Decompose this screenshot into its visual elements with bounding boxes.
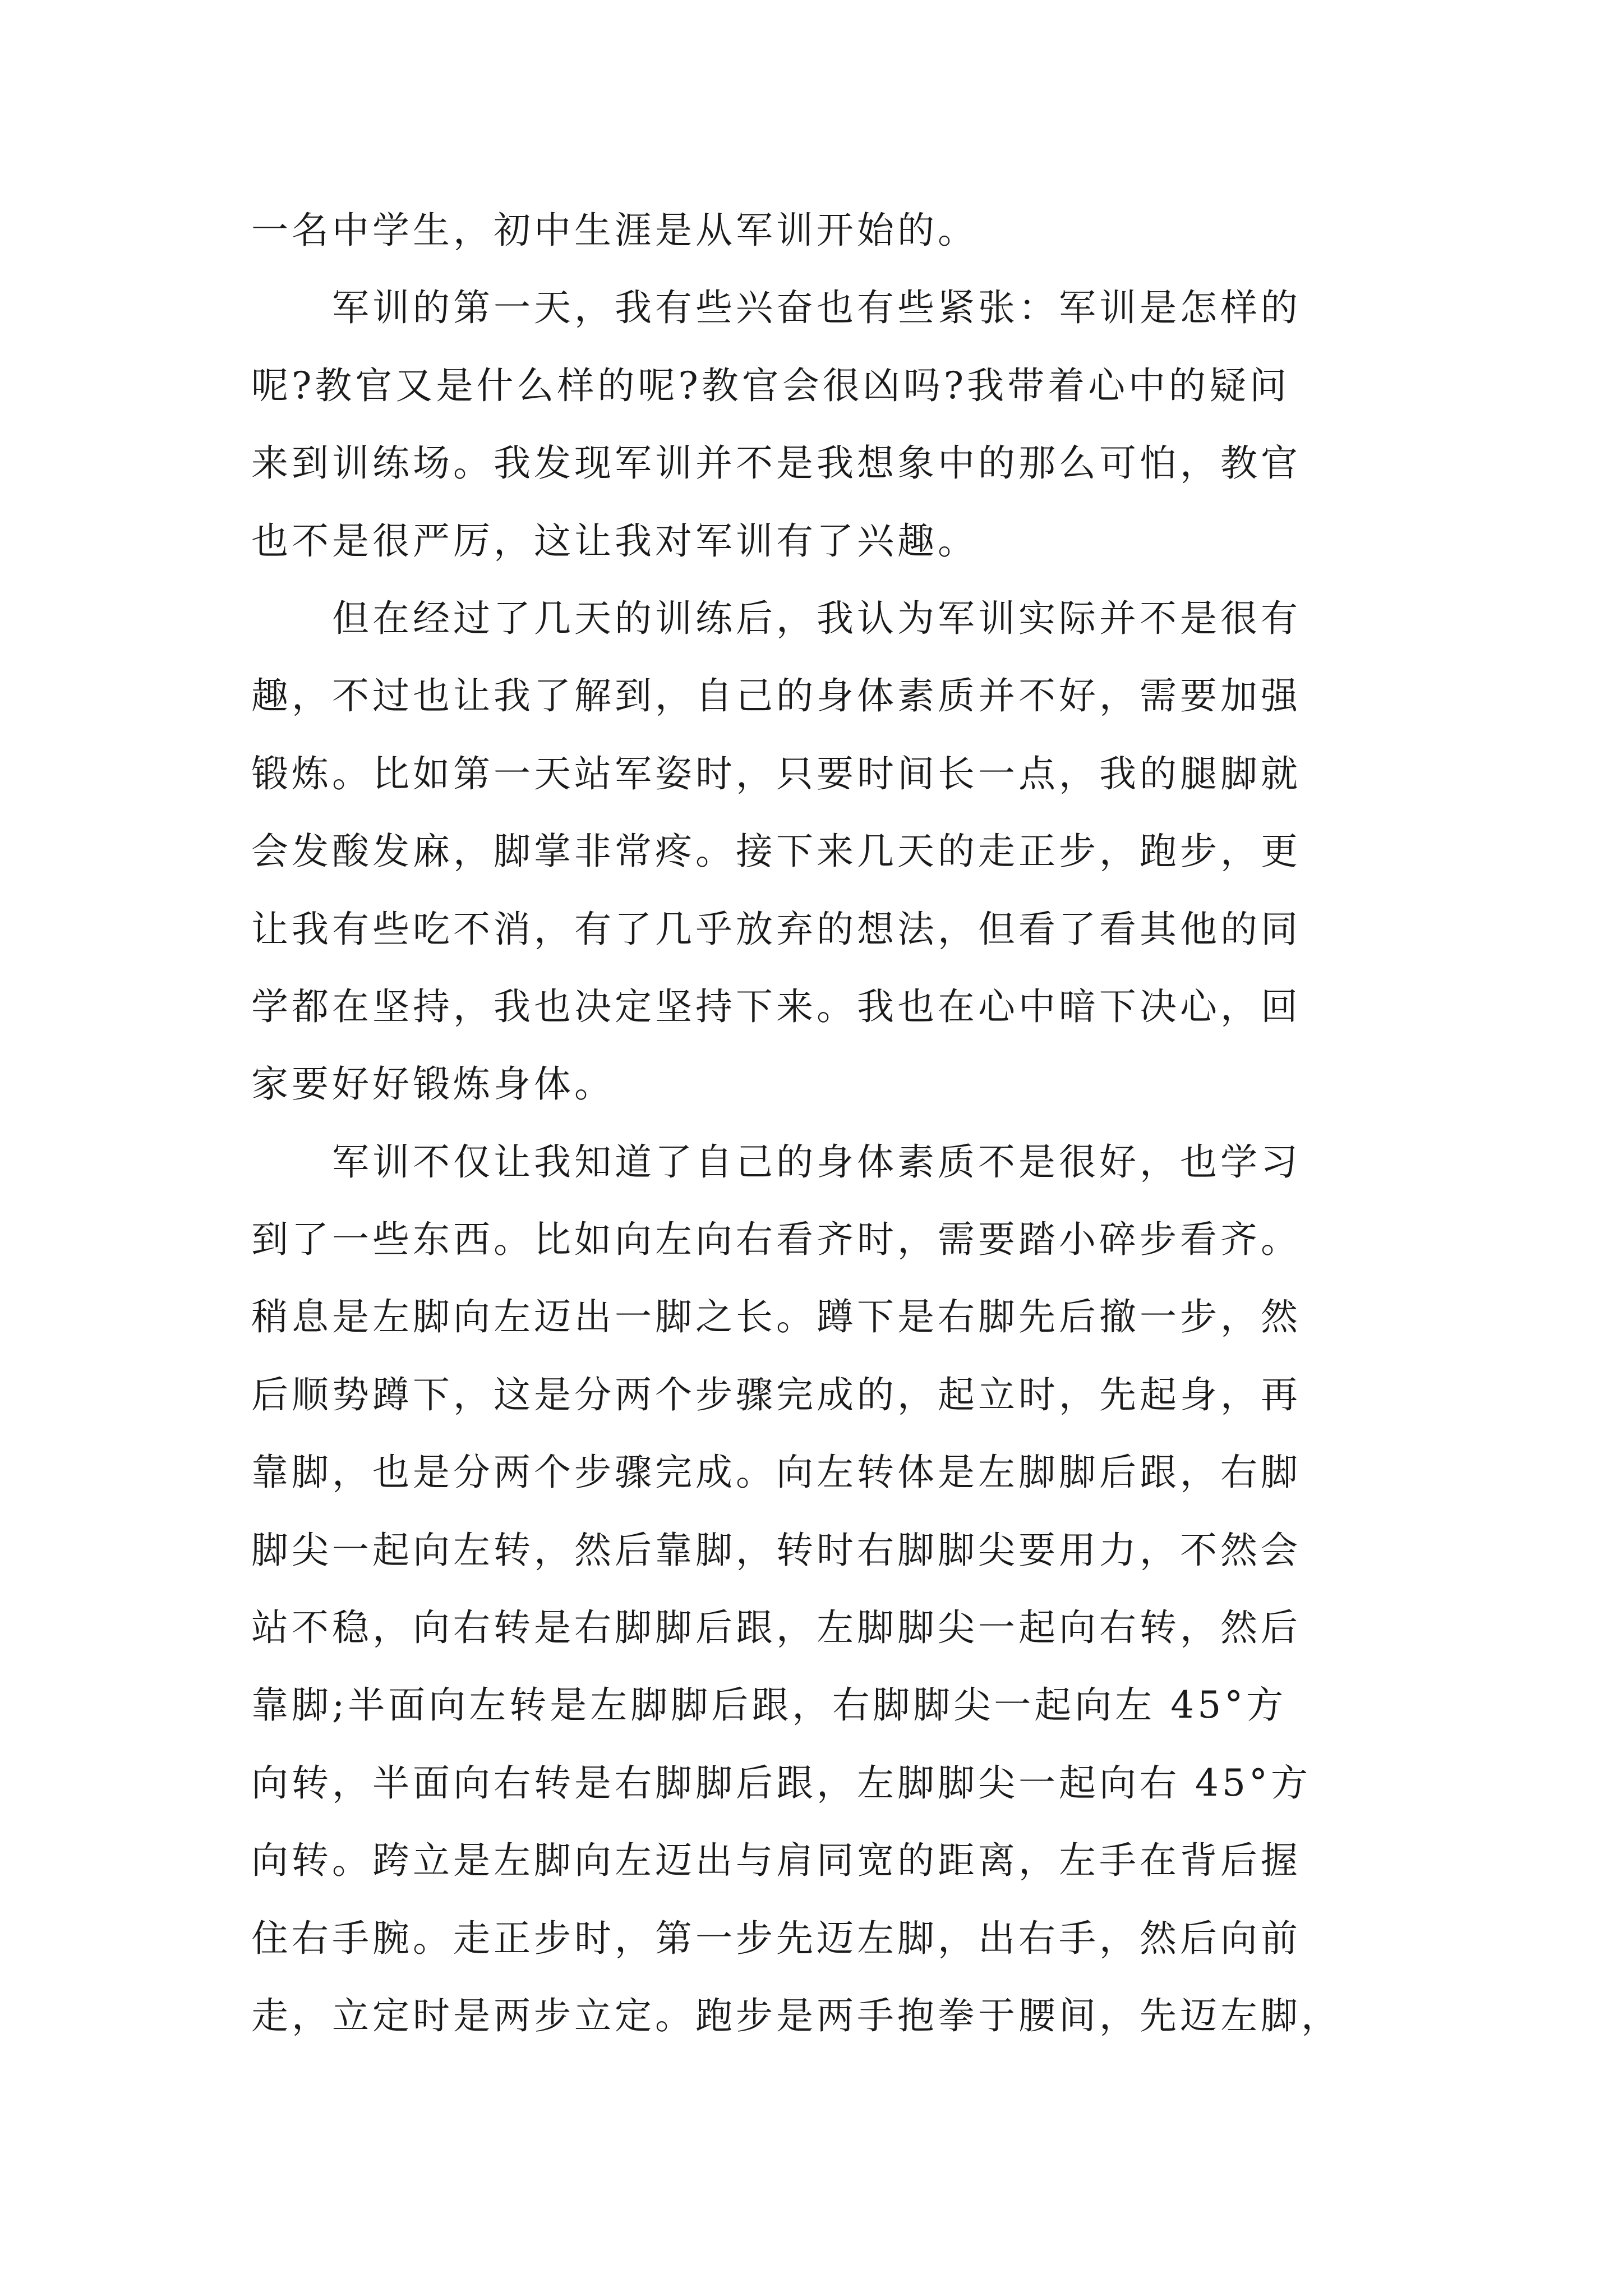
text-line: 到了一些东西。比如向左向右看齐时，需要踏小碎步看齐。 [251, 1218, 1301, 1262]
text-line: 让我有些吃不消，有了几乎放弃的想法，但看了看其他的同 [251, 907, 1301, 951]
text-line: 来到训练场。我发现军训并不是我想象中的那么可怕，教官 [251, 441, 1301, 485]
text-line: 但在经过了几天的训练后，我认为军训实际并不是很有 [251, 596, 1301, 640]
text-line: 军训不仅让我知道了自己的身体素质不是很好，也学习 [251, 1140, 1301, 1184]
text-line: 向转，半面向右转是右脚脚后跟，左脚脚尖一起向右 45°方 [251, 1761, 1311, 1805]
text-line: 脚尖一起向左转，然后靠脚，转时右脚脚尖要用力，不然会 [251, 1528, 1301, 1572]
text-line: 靠脚;半面向左转是左脚脚后跟，右脚脚尖一起向左 45°方 [251, 1683, 1287, 1727]
text-line: 靠脚，也是分两个步骤完成。向左转体是左脚脚后跟，右脚 [251, 1451, 1301, 1494]
text-line: 锻炼。比如第一天站军姿时，只要时间长一点，我的腿脚就 [251, 752, 1301, 795]
text-line: 后顺势蹲下，这是分两个步骤完成的，起立时，先起身，再 [251, 1373, 1301, 1416]
text-line: 住右手腕。走正步时，第一步先迈左脚，出右手，然后向前 [251, 1916, 1301, 1960]
text-line: 家要好好锻炼身体。 [251, 1062, 615, 1106]
text-line: 学都在坚持，我也决定坚持下来。我也在心中暗下决心，回 [251, 984, 1301, 1028]
text-line: 呢?教官又是什么样的呢?教官会很凶吗?我带着心中的疑问 [251, 364, 1290, 407]
body-text [251, 192, 1395, 2055]
text-line: 会发酸发麻，脚掌非常疼。接下来几天的走正步，跑步，更 [251, 830, 1301, 873]
text-line: 军训的第一天，我有些兴奋也有些紧张：军训是怎样的 [251, 286, 1301, 330]
text-line: 走，立定时是两步立定。跑步是两手抱拳于腰间，先迈左脚， [251, 1994, 1341, 2037]
text-line: 也不是很严厉，这让我对军训有了兴趣。 [251, 519, 978, 563]
text-line: 稍息是左脚向左迈出一脚之长。蹲下是右脚先后撤一步，然 [251, 1295, 1301, 1339]
text-line: 站不稳，向右转是右脚脚后跟，左脚脚尖一起向右转，然后 [251, 1606, 1301, 1650]
text-line: 趣，不过也让我了解到，自己的身体素质并不好，需要加强 [251, 674, 1301, 718]
text-line: 一名中学生，初中生涯是从军训开始的。 [251, 209, 978, 252]
text-line: 向转。跨立是左脚向左迈出与肩同宽的距离，左手在背后握 [251, 1839, 1301, 1883]
